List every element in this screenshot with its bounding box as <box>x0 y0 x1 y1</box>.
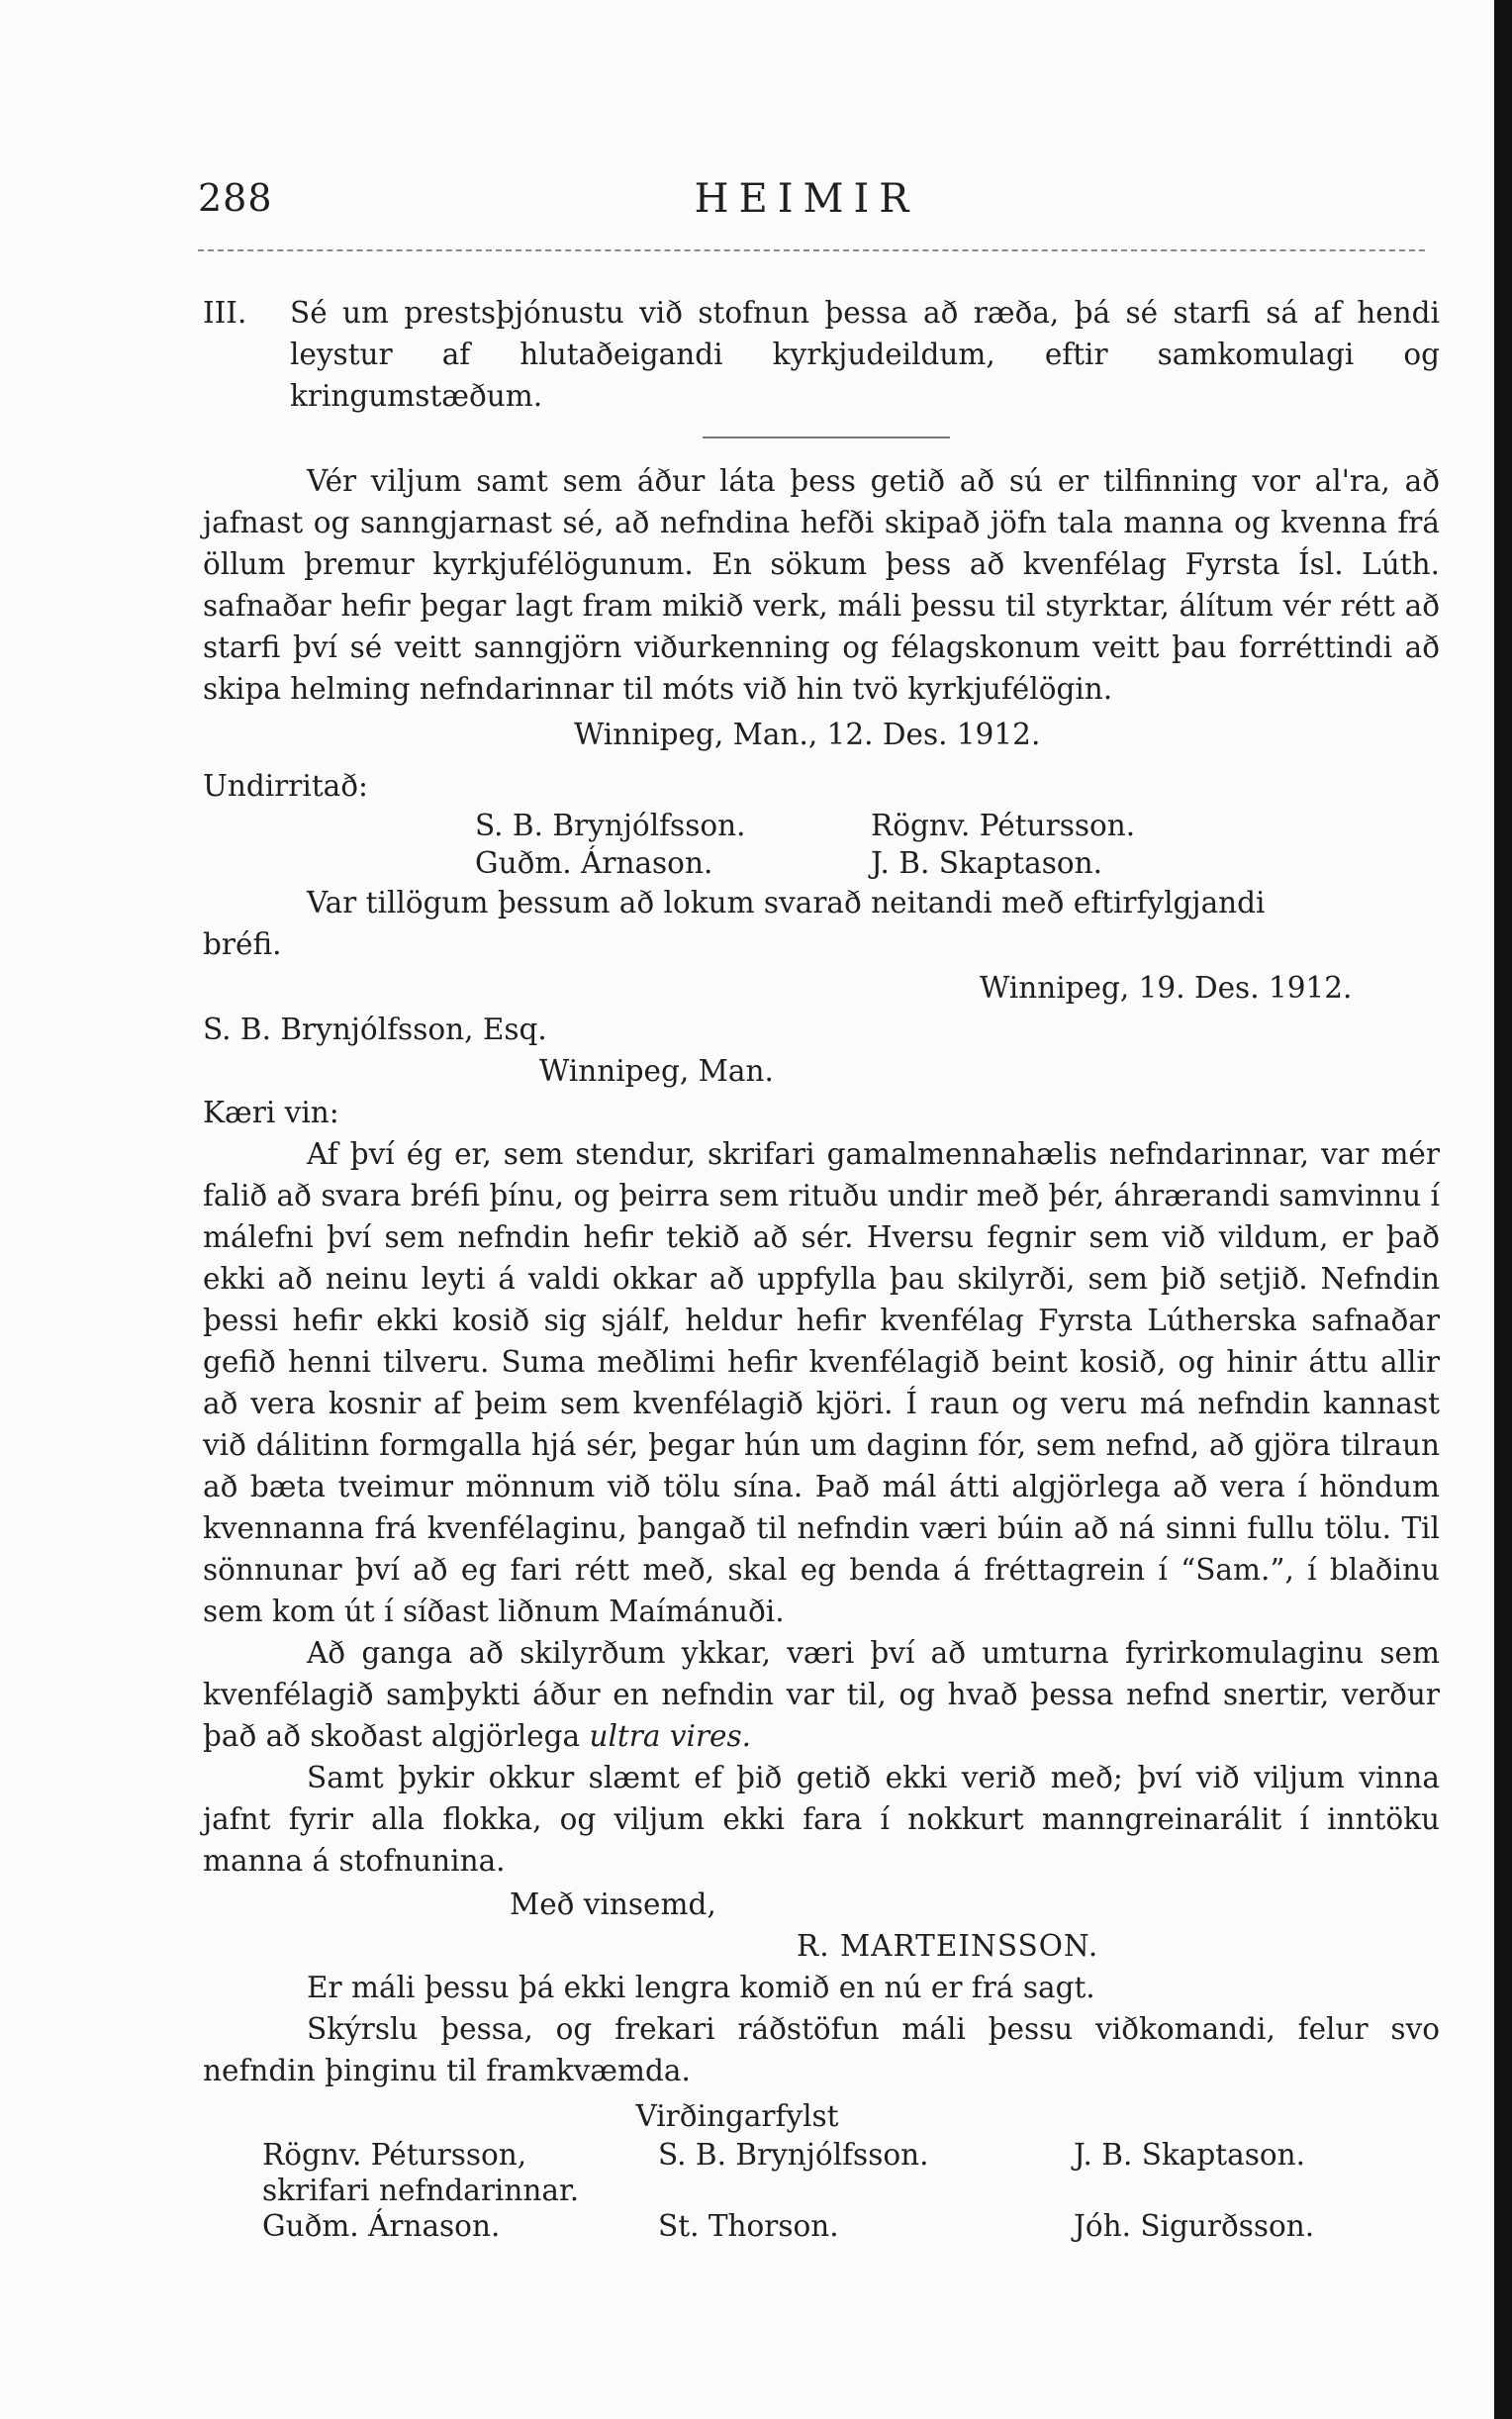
page-edge <box>1494 0 1512 2419</box>
letter-closing: Með vinsemd, <box>510 1887 716 1921</box>
letter-body-3: Samt þykir okkur slæmt ef þið getið ekki verið með; því við viljum vinna jafnt fyrir alla flokka, og viljum ekki fara í nokkurt manngreinarálit í inntöku manna á stofnunina. <box>203 1761 1440 1878</box>
signatory: J. B. Skaptason. <box>1074 2138 1305 2172</box>
letter-address-city: Winnipeg, Man. <box>539 1054 774 1088</box>
section-divider <box>703 436 950 438</box>
letter-body-2-text: Að ganga að skilyrðum ykkar, væri því að umturna fyrirkomulaginu sem kvenfélagið samþykti áður en nefndin var til, og hvað þessa nefnd snertir, verður það að skoðast algjörlega <box>203 1636 1440 1753</box>
page-header <box>198 176 1415 236</box>
document-body <box>203 292 1440 2244</box>
signatory-role: skrifari nefndarinnar. <box>262 2174 580 2207</box>
signatory: Jóh. Sigurðsson. <box>1074 2209 1315 2243</box>
letter-date: Winnipeg, 19. Des. 1912. <box>980 971 1353 1005</box>
signed-label: Undirritað: <box>203 769 368 803</box>
header-rule <box>198 249 1425 251</box>
date-1: Winnipeg, Man., 12. Des. 1912. <box>574 718 1041 751</box>
signatory-empty <box>1074 2173 1430 2208</box>
signatories-1 <box>475 807 1440 882</box>
paragraph-1: Vér viljum samt sem áður láta þess getið að sú er tilfinning vor al'ra, að jafnast og sanngjarnast sé, að nefndina hefði skipað jöfn tala manna og kvenna frá öllum þremur kyrkjufélögunum. En sökum þess að kvenfélag Fyrsta Ísl. Lúth. safnaðar hefir þegar lagt fram mikið verk, máli þessu til styrktar, álítum vér rétt að starfi því sé veitt sanngjörn viðurkenning og félagskonum veitt þau forréttindi að skipa helming nefndarinnar til móts við hin tvö kyrkjufélögin. <box>203 464 1440 706</box>
section-number: III. <box>203 296 247 330</box>
page-number: 288 <box>198 176 273 220</box>
letter-body-1: Af því ég er, sem stendur, skrifari gamalmennahælis nefndarinnar, var mér falið að svara bréfi þínu, og þeirra sem rituðu undir með þér, áhrærandi samvinnu í málefni því sem nefndin hefir tekið að sér. Hversu fegnir sem við vildum, er það ekki að neinu leyti á valdi okkar að uppfylla þau skilyrði, sem þið setjið. Nefndin þessi hefir ekki kosið sig sjálf, heldur hefir kvenfélag Fyrsta Lútherska safnaðar gefið henni tilveru. Suma meðlimi hefir kvenfélagið beint kosið, og hinir áttu allir að vera kosnir af þeim sem kvenfélagið kjöri. Í raun og veru má nefndin kannast við dálitinn formgalla hjá sér, þegar hún um daginn fór, sem nefnd, að gjöra tilraun að bæta tveimur mönnum við tölu sína. Það mál átti algjörlega að vera í höndum kvennanna frá kvenfélaginu, þangað til nefndin væri búin að ná sinni fullu tölu. Til sönnunar því að eg fari rétt með, skal eg benda á fréttagrein í “Sam.”, í blaðinu sem kom út í síðast liðnum Maímánuði. <box>203 1137 1440 1628</box>
signatory-empty <box>658 2173 1074 2208</box>
final-signatories <box>262 2137 1440 2244</box>
final-paragraph-1: Er máli þessu þá ekki lengra komið en nú er frá sagt. <box>307 1971 1095 2004</box>
section-iii <box>203 292 1440 417</box>
signatory: S. B. Brynjólfsson. <box>475 809 746 842</box>
letter-author: R. MARTEINSSON. <box>797 1929 1099 1963</box>
running-title: HEIMIR <box>694 176 919 222</box>
signatory: Rögnv. Pétursson, <box>262 2138 527 2172</box>
respectfully: Virðingarfylst <box>635 2099 839 2133</box>
section-text: Sé um prestsþjónustu við stofnun þessa að ræða, þá sé starfi sá af hendi leystur af hlutaðeigandi kyrkjudeildum, eftir samkomulagi og kringumstæðum. <box>290 296 1440 413</box>
signatory: Guðm. Árnason. <box>262 2209 501 2243</box>
signatory: Guðm. Árnason. <box>475 846 713 880</box>
signatory: J. B. Skaptason. <box>871 846 1102 880</box>
letter-body-2 <box>203 1632 1440 1757</box>
letter-body-2-latin: ultra vires. <box>589 1719 752 1753</box>
final-paragraph-2: Skýrslu þessa, og frekari ráðstöfun máli þessu viðkomandi, felur svo nefndin þinginu til framkvæmda. <box>203 2012 1440 2087</box>
letter-salutation: Kæri vin: <box>203 1096 339 1129</box>
letter-address-name: S. B. Brynjólfsson, Esq. <box>203 1013 547 1046</box>
signatory: S. B. Brynjólfsson. <box>658 2138 929 2172</box>
reply-intro: Var tillögum þessum að lokum svarað neitandi með eftirfylgjandi <box>307 886 1266 919</box>
reply-intro-end: bréfi. <box>203 927 282 961</box>
signatory: St. Thorson. <box>658 2209 839 2243</box>
signatory: Rögnv. Pétursson. <box>871 809 1136 842</box>
